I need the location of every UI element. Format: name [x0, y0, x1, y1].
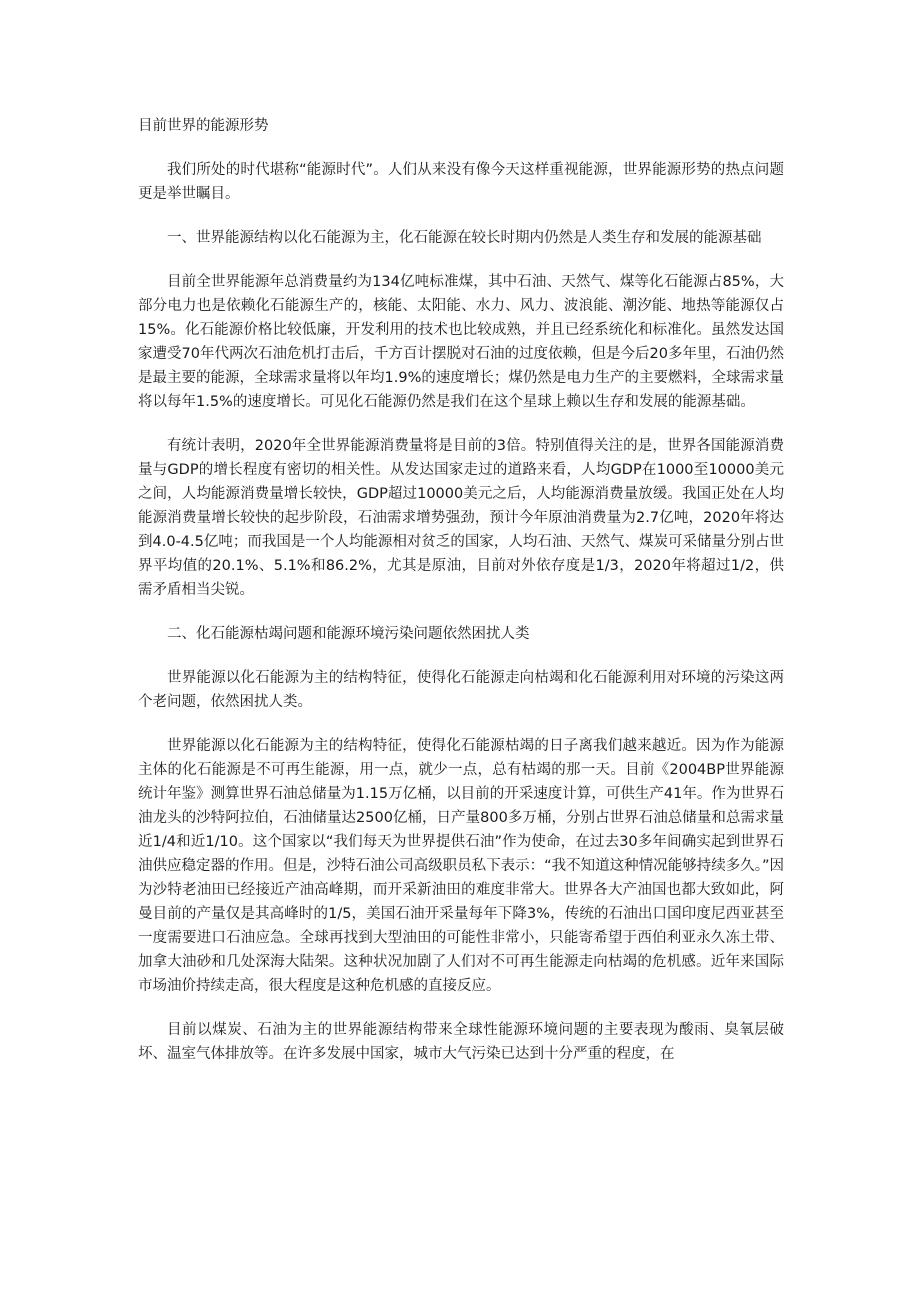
paragraph-energy-consumption: 目前全世界能源年总消费量约为134亿吨标准煤，其中石油、天然气、煤等化石能源占85%，大部分电力也是依赖化石能源生产的，核能、太阳能、水力、风力、波浪能、潮汐能、地热等能源仅占15%。化石能源价格比较低廉，开发利用的技术也比较成熟，并且已经系统化和标准化。虽然发达国家遭受70年代两次石油危机打击后，千方百计摆脱对石油的过度依赖，但是今后20多年里，石油仍然是最主要的能源，全球需求量将以年均1.9%的速度增长；煤仍然是电力生产的主要燃料，全球需求量将以每年1.5%的速度增长。可见化石能源仍然是我们在这个星球上赖以生存和发展的能源基础。	[138, 274, 784, 410]
document-body	[138, 114, 784, 1086]
section-heading-2: 二、化石能源枯竭问题和能源环境污染问题依然困扰人类	[167, 626, 530, 642]
section-heading-1: 一、世界能源结构以化石能源为主，化石能源在较长时期内仍然是人类生存和发展的能源基础	[167, 230, 762, 246]
paragraph-environment: 目前以煤炭、石油为主的世界能源结构带来全球性能源环境问题的主要表现为酸雨、臭氧层破坏、温室气体排放等。在许多发展中国家，城市大气污染已达到十分严重的程度，在	[138, 1022, 784, 1062]
paragraph-statistics: 有统计表明，2020年全世界能源消费量将是目前的3倍。特别值得关注的是，世界各国能源消费量与GDP的增长程度有密切的相关性。从发达国家走过的道路来看，人均GDP在1000至10000美元之间，人均能源消费量增长较快，GDP超过10000美元之后，人均能源消费量放缓。我国正处在人均能源消费量增长较快的起步阶段，石油需求增势强劲，预计今年原油消费量为2.7亿吨，2020年将达到4.0-4.5亿吨；而我国是一个人均能源相对贫乏的国家，人均石油、天然气、煤炭可采储量分别占世界平均值的20.1%、5.1%和86.2%，尤其是原油，目前对外依存度是1/3，2020年将超过1/2，供需矛盾相当尖锐。	[138, 438, 784, 598]
document-title: 目前世界的能源形势	[138, 118, 269, 134]
paragraph-structure-problems: 世界能源以化石能源为主的结构特征，使得化石能源走向枯竭和化石能源利用对环境的污染这两个老问题，依然困扰人类。	[138, 670, 784, 710]
paragraph-depletion: 世界能源以化石能源为主的结构特征，使得化石能源枯竭的日子离我们越来越近。因为作为能源主体的化石能源是不可再生能源，用一点，就少一点，总有枯竭的那一天。目前《2004BP世界能源统计年鉴》测算世界石油总储量为1.15万亿桶，以目前的开采速度计算，可供生产41年。作为世界石油龙头的沙特阿拉伯，石油储量达2500亿桶，日产量800多万桶，分别占世界石油总储量和总需求量近1/4和近1/10。这个国家以“我们每天为世界提供石油”作为使命，在过去30多年间确实起到世界石油供应稳定器的作用。但是，沙特石油公司高级职员私下表示：“我不知道这种情况能够持续多久。”因为沙特老油田已经接近产油高峰期，而开采新油田的难度非常大。世界各大产油国也都大致如此，阿曼目前的产量仅是其高峰时的1/5，美国石油开采量每年下降3%，传统的石油出口国印度尼西亚甚至一度需要进口石油应急。全球再找到大型油田的可能性非常小，只能寄希望于西伯利亚永久冻土带、加拿大油砂和几处深海大陆架。这种状况加剧了人们对不可再生能源走向枯竭的危机感。近年来国际市场油价持续走高，很大程度是这种危机感的直接反应。	[138, 738, 784, 994]
paragraph-intro: 我们所处的时代堪称“能源时代”。人们从来没有像今天这样重视能源，世界能源形势的热点问题更是举世瞩目。	[138, 162, 784, 202]
